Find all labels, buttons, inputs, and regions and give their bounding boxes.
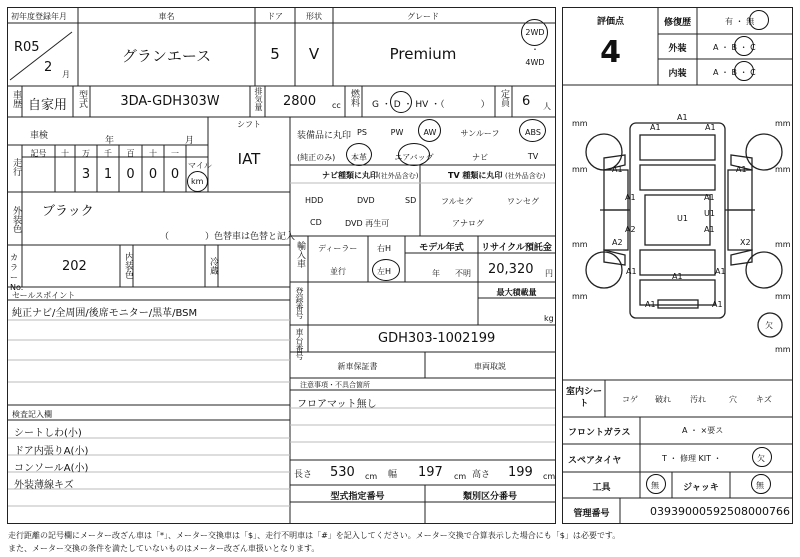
- spare-tire-label: スペアタイヤ: [568, 456, 622, 466]
- capacity: 6: [522, 94, 531, 109]
- equip-abs: ABS: [525, 128, 541, 137]
- grade: Premium: [389, 45, 457, 63]
- equip-aw: AW: [423, 128, 437, 137]
- height-unit: cm: [543, 472, 556, 481]
- equip-tv: TV: [527, 152, 539, 161]
- mark-7: U1: [704, 209, 715, 218]
- tire-mm-0: mm: [572, 119, 588, 128]
- seat-tear: 破れ: [655, 395, 671, 404]
- width-value: 197: [418, 465, 443, 480]
- tire-mm-4: mm: [572, 240, 588, 249]
- drive-dot: ・: [531, 45, 539, 54]
- equip-leather: 本革: [351, 153, 367, 162]
- tools-label: 工具: [592, 483, 611, 493]
- mileage-unit-3: 千: [104, 149, 112, 158]
- windshield-label: フロントガラス: [568, 428, 631, 438]
- import-right-h: 右H: [377, 244, 392, 253]
- navi-label: ナビ種類に丸印: [322, 171, 378, 180]
- class-number-label: 類別区分番号: [462, 492, 517, 502]
- recycle-unit: 円: [545, 269, 553, 278]
- mileage-digit-3: 0: [148, 167, 158, 182]
- equipment-sub: (純正のみ): [297, 153, 336, 162]
- exterior-label: 外装: [668, 44, 687, 54]
- inspection-month: 月: [185, 136, 195, 146]
- spare-tire-options: T ・ 修理 KIT ・: [662, 454, 722, 463]
- tire-mm-5: mm: [775, 240, 791, 249]
- door-label: ドア: [267, 12, 283, 21]
- usage: 自家用: [28, 98, 68, 113]
- mark-4: A1: [736, 165, 747, 174]
- seat-stain: 汚れ: [690, 395, 706, 404]
- mark-0: A1: [677, 113, 688, 122]
- jack-value: 無: [756, 481, 764, 490]
- mark-8: A2: [625, 225, 636, 234]
- first-reg-label: 初年度登録年月: [11, 12, 67, 21]
- footer-line2: また、メーター交換の条件を満たしていないものはメーター改ざん車扱いとなります。: [8, 544, 320, 553]
- mark-17: U1: [677, 214, 688, 223]
- mileage-digit-4: 0: [170, 167, 180, 182]
- inspection-note-1: ドア内張りA(小): [14, 446, 89, 457]
- capacity-unit: 人: [543, 102, 551, 111]
- equip-sunroof: サンルーフ: [460, 129, 500, 138]
- equip-ps: PS: [357, 128, 367, 137]
- seat-hole: 穴: [729, 395, 737, 404]
- mileage-unit-0: 記号: [30, 149, 47, 158]
- mark-12: A1: [626, 267, 637, 276]
- drive-4wd: 4WD: [525, 58, 545, 67]
- inspection-notes-label: 検査記入欄: [12, 410, 52, 419]
- model-year-label: モデル年式: [419, 243, 464, 253]
- tire-mm-7: mm: [775, 292, 791, 301]
- usage-label: 車歴: [11, 90, 21, 108]
- tv-sub: (社外品含む): [505, 172, 546, 180]
- mark-13: A1: [672, 272, 683, 281]
- repair-options: 有 ・ 無: [725, 17, 755, 26]
- capacity-label: 定員: [499, 89, 509, 107]
- ext-color-note: （ ）色替車は色替と記入: [160, 232, 296, 242]
- chassis-value: GDH303-1002199: [378, 331, 496, 346]
- equip-pw: PW: [390, 128, 404, 137]
- notes-label: 注意事項・不具合箇所: [300, 381, 370, 389]
- spare-tire-selected: 欠: [757, 454, 765, 463]
- navi-sd: SD: [405, 196, 417, 205]
- seat-burn: コゲ: [622, 395, 638, 404]
- inspection-label: 車検: [30, 131, 49, 141]
- shift-value: IAT: [237, 150, 261, 168]
- import-left-h: 左H: [377, 267, 392, 276]
- sales-point-label: セールスポイント: [12, 291, 76, 300]
- interior-seat-label: 室内シート: [565, 387, 602, 409]
- jack-label: ジャッキ: [683, 483, 719, 493]
- sales-point-value: 純正ナビ/全周囲/後席モニター/黒革/BSM: [12, 308, 198, 319]
- car-diagram: [586, 123, 782, 337]
- mark-5: A1: [625, 193, 636, 202]
- length-value: 530: [330, 465, 355, 480]
- fuel-selected-circle: [390, 91, 412, 113]
- exterior-selected-circle: [734, 36, 754, 56]
- spare-mm: mm: [775, 345, 791, 354]
- management-label: 管理番号: [573, 509, 610, 519]
- inspection-note-0: シートしわ(小): [14, 428, 82, 439]
- import-label: 輸入車: [295, 241, 305, 268]
- tire-mm-6: mm: [572, 292, 588, 301]
- doors: 5: [270, 45, 280, 63]
- displacement: 2800: [283, 94, 317, 109]
- mark-14: A1: [715, 267, 726, 276]
- width-unit: cm: [454, 472, 467, 481]
- warranty-new: 新車保証書: [337, 362, 378, 371]
- type-number-label: 型式指定番号: [330, 492, 385, 502]
- interior-selected-circle: [734, 61, 754, 81]
- exterior-options: A ・ B ・ C: [713, 43, 756, 52]
- color-no-value: 202: [62, 259, 87, 274]
- inspection-note-2: コンソールA(小): [14, 463, 89, 474]
- management-value: 03939000592508000766: [650, 505, 790, 518]
- seat-scratch: キズ: [756, 395, 772, 404]
- chassis-label: 車台番号: [295, 328, 304, 360]
- navi-dvd-play: DVD 再生可: [345, 219, 390, 228]
- model-year-unit: 年: [432, 269, 440, 278]
- shape: V: [308, 45, 320, 63]
- disp-label: 排気量: [254, 87, 263, 111]
- tire-mm-2: mm: [572, 165, 588, 174]
- mark-2: A1: [705, 123, 716, 132]
- mile-label: マイル: [188, 161, 212, 170]
- km-unit: km: [191, 177, 204, 186]
- warranty-manual: 車両取説: [474, 362, 506, 371]
- tire-mm-3: mm: [775, 165, 791, 174]
- mileage-digit-2: 0: [126, 167, 135, 182]
- tv-analog: アナログ: [452, 219, 484, 228]
- drive-2wd: 2WD: [525, 28, 545, 37]
- mark-10: A1: [704, 225, 715, 234]
- mark-15: A1: [645, 300, 656, 309]
- mark-9: A2: [612, 238, 623, 247]
- tv-label: TV 種類に丸印: [448, 171, 503, 180]
- mileage-unit-1: 十: [61, 149, 69, 158]
- length-label: 長さ: [294, 470, 313, 480]
- car-name: グランエース: [121, 47, 212, 65]
- recycle-value: 20,320: [488, 262, 534, 277]
- import-parallel: 並行: [330, 267, 346, 276]
- navi-dvd: DVD: [357, 196, 375, 205]
- interior-options: A ・ B ・ C: [713, 68, 756, 77]
- inspection-note-3: 外装薄線キズ: [14, 480, 74, 491]
- length-unit: cm: [365, 472, 378, 481]
- mileage-digit-0: 3: [81, 167, 91, 182]
- score-label: 評価点: [596, 17, 624, 27]
- reg-era: R05: [14, 40, 40, 55]
- reg-month-unit: 月: [62, 70, 70, 79]
- ext-color-value: ブラック: [42, 204, 94, 219]
- height-label: 高さ: [472, 470, 491, 480]
- mark-11: X2: [740, 238, 751, 247]
- mileage-digit-1: 1: [103, 167, 113, 182]
- navi-cd: CD: [310, 218, 322, 227]
- width-label: 幅: [388, 470, 398, 480]
- inspection-year: 年: [105, 136, 115, 146]
- reg-month: 2: [44, 60, 53, 75]
- color-no-label: カラーNo.: [10, 253, 24, 292]
- car-name-label: 車名: [158, 12, 175, 21]
- height-value: 199: [508, 465, 533, 480]
- interior-color-label: 内装色: [123, 252, 133, 279]
- shift-label: シフト: [237, 120, 261, 129]
- repair-selected-circle: [749, 10, 769, 30]
- disp-unit: cc: [332, 101, 341, 110]
- recycle-label: リサイクル預託金: [481, 243, 552, 253]
- mileage-unit-6: 一: [171, 149, 179, 158]
- mark-3: A1: [612, 165, 623, 174]
- equipment-label: 装備品に丸印: [297, 131, 352, 141]
- fuel-options: G ・ D ・ HV ・（ ）: [372, 100, 490, 110]
- interior-label: 内装: [668, 69, 687, 79]
- mark-1: A1: [650, 123, 661, 132]
- tools-value: 無: [651, 481, 659, 490]
- equip-airbag: エアバッグ: [394, 153, 434, 162]
- mark-6: A1: [704, 193, 715, 202]
- mark-16: A1: [712, 300, 723, 309]
- repair-label: 修復歴: [663, 18, 691, 28]
- grade-label: グレード: [407, 12, 439, 21]
- mileage-label: 走行: [11, 158, 21, 176]
- max-load-unit: kg: [544, 314, 554, 323]
- model-year-value: 不明: [455, 269, 471, 278]
- fuel-label: 燃料: [349, 89, 359, 107]
- ext-color-label: 外装色: [11, 206, 21, 233]
- tv-fullseg: フルセグ: [441, 197, 473, 206]
- mileage-unit-5: 十: [149, 149, 157, 158]
- tire-mm-1: mm: [775, 119, 791, 128]
- mileage-unit-4: 百: [126, 149, 135, 158]
- import-dealer: ディーラー: [318, 244, 358, 253]
- windshield-options: A ・ ×要ス: [682, 426, 724, 435]
- mileage-unit-2: 万: [82, 149, 90, 158]
- reg-number-label: 登録番号: [295, 287, 304, 319]
- tv-oneseg: ワンセグ: [507, 197, 539, 206]
- notes-value: フロアマット無し: [297, 399, 377, 410]
- model: 3DA-GDH303W: [120, 94, 220, 109]
- equip-navi: ナビ: [472, 153, 488, 162]
- footer-line1: 走行距離の記号欄にメーター改ざん車は「*」、メーター交換車は「$」、走行不明車は「#」を記入してください。メーター交換で合算表示した場合にも「$」は必要です。: [8, 531, 621, 540]
- model-label: 型式: [77, 90, 87, 108]
- navi-sub: (社外品含む): [378, 172, 419, 180]
- spare-missing: 欠: [765, 321, 773, 330]
- max-load-label: 最大積載量: [496, 288, 537, 297]
- score-value: 4: [600, 35, 621, 70]
- shape-label: 形状: [306, 12, 322, 21]
- fridge-label: 冷蔵: [208, 257, 218, 275]
- navi-hdd: HDD: [305, 196, 324, 205]
